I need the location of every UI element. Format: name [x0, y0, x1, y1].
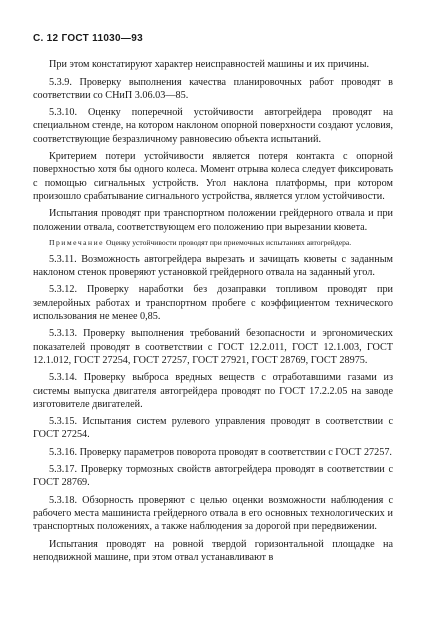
paragraph-5-3-14: 5.3.14. Проверку выброса вредных веществ с отработавшими газами из системы выпуска двигателя автогрейдера проводят по ГОСТ 17.2.2.05 на заводе изготовителе двигателей. [33, 372, 393, 410]
paragraph-5-3-16: 5.3.16. Проверку параметров поворота проводят в соответствии с ГОСТ 27257. [49, 446, 392, 458]
paragraph-5-3-12: 5.3.12. Проверку наработки без дозаправки топливом проводят при землеройных работах и транспортном пробеге с коэффициентом технического использования не менее 0,85. [33, 284, 393, 323]
paragraph-5-3-13: 5.3.13. Проверку выполнения требований безопасности и эргономических показателей проводят в соответствии с ГОСТ 12.2.011, ГОСТ 12.1.003, ГОСТ 12.1.012, ГОСТ 27254, ГОСТ 27257, ГОСТ 27921, ГОСТ 28769, ГОСТ 28975. [33, 328, 393, 366]
paragraph-5-3-15: 5.3.15. Испытания систем рулевого управления проводят в соответствии с ГОСТ 27254. [33, 416, 393, 441]
note-text: Оценку устойчивости проводят при приемочных испытаниях автогрейдера. [105, 237, 352, 247]
paragraph-5-3-10: 5.3.10. Оценку поперечной устойчивости автогрейдера проводят на специальном стенде, на котором наклоном опорной поверхности создают условия, соответствующие безразличному равновесию объекта испытаний. [33, 107, 393, 145]
paragraph-5-3-9: 5.3.9. Проверку выполнения качества планировочных работ проводят в соответствии со СНиП 3.06.03—85. [33, 76, 393, 101]
paragraph-visibility-test: Испытания проводят на ровной твердой горизонтальной площадке на неподвижной машине, при этом отвал устанавливают в [33, 538, 393, 563]
paragraph-causes: При этом констатируют характер неисправностей машины и их причины. [49, 59, 369, 71]
note-label: Примечание [49, 237, 105, 247]
paragraph-test-positions: Испытания проводят при транспортном положении грейдерного отвала и при положении отвала, соответствующем его положению при вырезании кювета. [33, 208, 393, 233]
paragraph-5-3-11: 5.3.11. Возможность автогрейдера вырезать и зачищать кюветы с заданным наклоном стенок проверяют установкой грейдерного отвала на заданный угол. [33, 253, 393, 279]
page-header: С. 12 ГОСТ 11030—93 [33, 33, 143, 44]
paragraph-5-3-18: 5.3.18. Обзорность проверяют с целью оценки возможности наблюдения с рабочего места машиниста грейдерного отвала в его основных технологических и транспортных положениях, а также наблюдения за дорогой при передвижении. [33, 494, 393, 533]
paragraph-stability-criterion: Критерием потери устойчивости является потеря контакта с опорной поверхностью хотя бы одного колеса. Момент отрыва колеса следует фиксировать с помощью сигнальных устройств. Угол наклона платформы, при котором произошло срабатывание сигнального устройства, является углом устойчивости. [33, 151, 393, 202]
note [33, 238, 393, 248]
paragraph-5-3-17: 5.3.17. Проверку тормозных свойств автогрейдера проводят в соответствии с ГОСТ 28769. [33, 464, 393, 489]
